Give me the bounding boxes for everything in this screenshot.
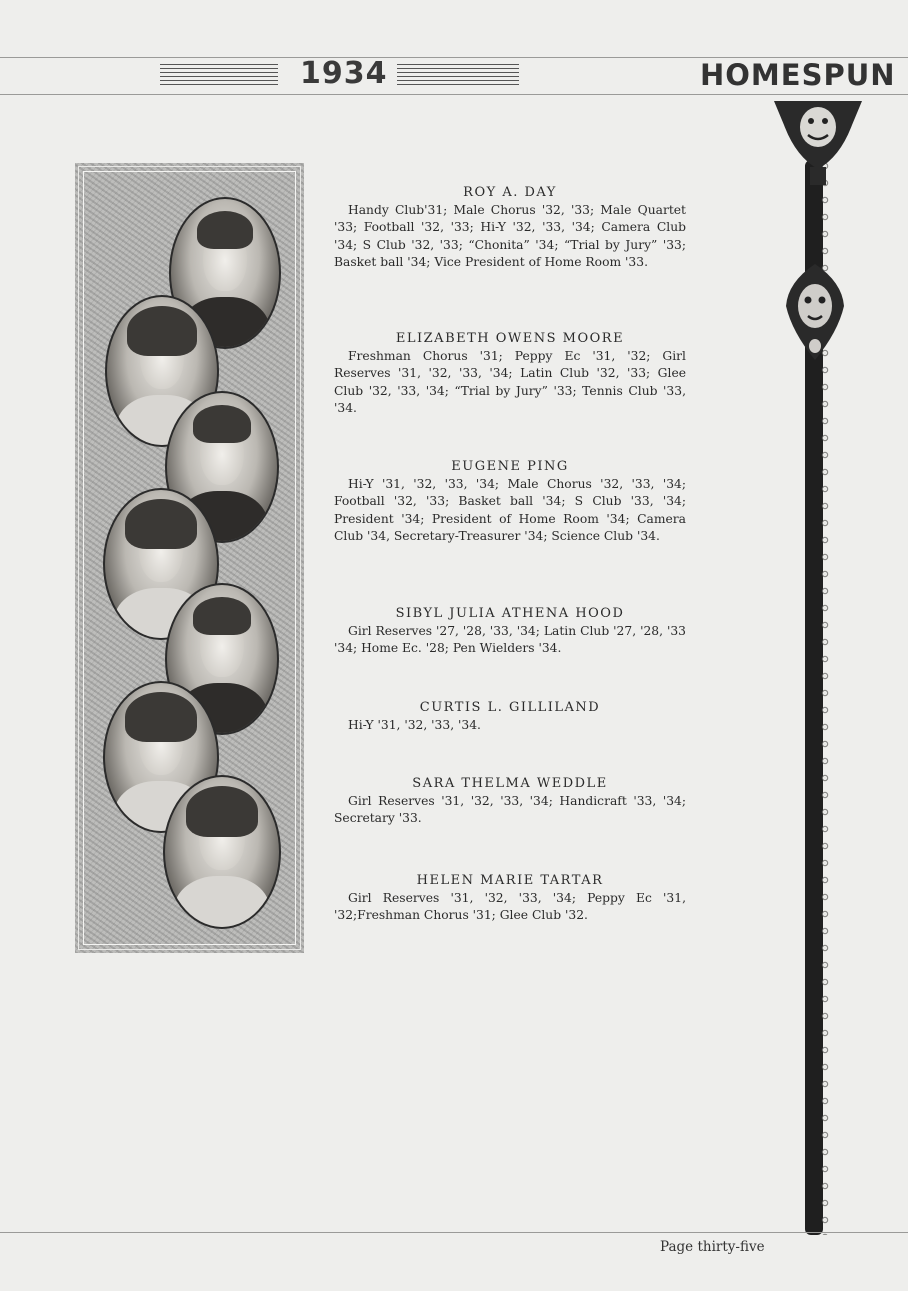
- senior-activities: Hi-Y '31, '32, '33, '34.: [348, 718, 481, 732]
- senior-activities: Girl Reserves '31, '32, '33, '34; Handicraft '33, '34; Secretary '33.: [334, 794, 686, 826]
- header-ornament-left: [160, 64, 278, 88]
- senior-activities: Girl Reserves '31, '32, '33, '34; Peppy Ec '31, '32;Freshman Chorus '31; Glee Club '32.: [334, 891, 686, 923]
- senior-name: ELIZABETH OWENS MOORE: [395, 331, 625, 346]
- mask-ornament-middle-icon: [782, 262, 848, 364]
- senior-entry: [334, 185, 686, 271]
- senior-entry: [334, 700, 686, 734]
- senior-entry: [334, 776, 686, 828]
- senior-name: SARA THELMA WEDDLE: [412, 776, 608, 791]
- senior-entry: [334, 459, 686, 545]
- senior-activities: Handy Club'31; Male Chorus '32, '33; Male Quartet '33; Football '32, '33; Hi-Y '32, '33, '34; Camera Club '34; S Club '32, '33; “Chonita” '34; “Trial by Jury” '33; Basket ball '34; Vice President of Home Room '33.: [334, 203, 686, 269]
- portrait-helen-marie-tartar: [163, 775, 281, 929]
- yearbook-title: HOMESPUN: [700, 58, 896, 92]
- mask-ornament-top-icon: [770, 97, 866, 187]
- senior-name: HELEN MARIE TARTAR: [416, 873, 604, 888]
- page-number: Page thirty-five: [660, 1239, 765, 1255]
- header-underline: [0, 94, 908, 95]
- year-heading: 1934: [300, 56, 388, 91]
- senior-name: SIBYL JULIA ATHENA HOOD: [395, 606, 625, 621]
- senior-activities: Freshman Chorus '31; Peppy Ec '31, '32; Girl Reserves '31, '32, '33, '34; Latin Club '32, '33; Glee Club '32, '33, '34; “Trial by Jury” '33; Tennis Club '33, '34.: [334, 349, 686, 415]
- senior-name: ROY A. DAY: [463, 185, 557, 200]
- senior-activities: Girl Reserves '27, '28, '33, '34; Latin Club '27, '28, '33 '34; Home Ec. '28; Pen Wielders '34.: [334, 624, 686, 656]
- senior-name: CURTIS L. GILLILAND: [419, 700, 601, 715]
- senior-entry: [334, 873, 686, 925]
- senior-entry: [334, 331, 686, 417]
- header-ornament-right: [397, 64, 519, 88]
- footer-rule: [0, 1232, 908, 1233]
- senior-name: EUGENE PING: [451, 459, 569, 474]
- portrait-panel: [75, 163, 304, 953]
- senior-activities: Hi-Y '31, '32, '33, '34; Male Chorus '32, '33, '34; Football '32, '33; Basket ball '34; S Club '33, '34; President '34; President of Home Room '34; Camera Club '34, Secretary-Treasurer '34; Science Club '34.: [334, 477, 686, 543]
- senior-entry: [334, 606, 686, 658]
